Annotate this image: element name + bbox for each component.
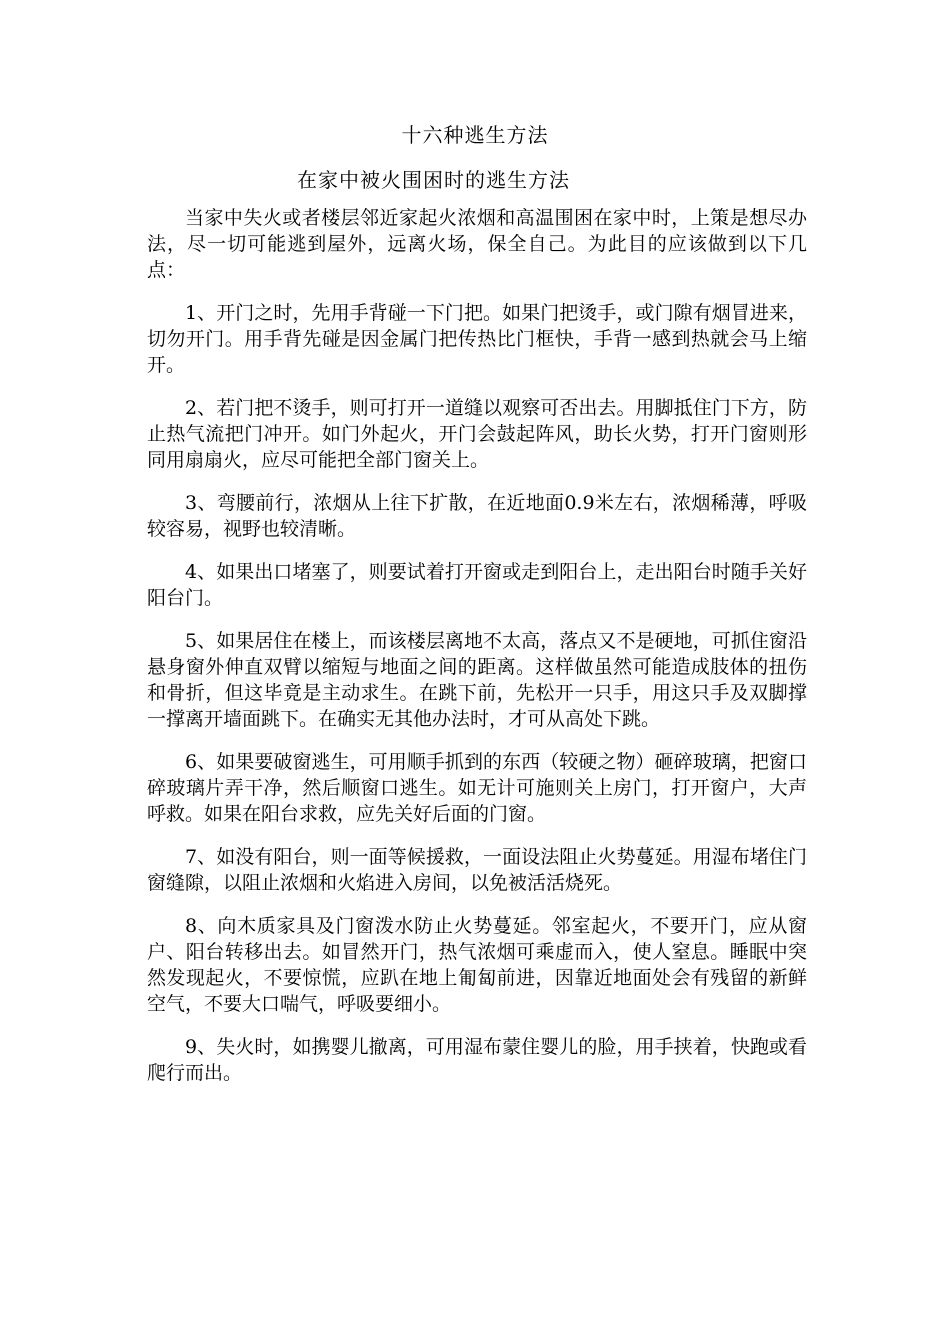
intro-paragraph: 当家中失火或者楼层邻近家起火浓烟和高温围困在家中时，上策是想尽办法，尽一切可能逃到屋外，远离火场，保全自己。为此目的应该做到以下几点： xyxy=(147,207,807,281)
tip-paragraph-2: 2、若门把不烫手，则可打开一道缝以观察可否出去。用脚抵住门下方，防止热气流把门冲开。如门外起火，开门会鼓起阵风，助长火势，打开门窗则形同用扇扇火，应尽可能把全部门窗关上。 xyxy=(147,397,807,471)
document-body xyxy=(147,205,807,1103)
document-subtitle: 在家中被火围困时的逃生方法 xyxy=(297,168,570,192)
tip-paragraph-1: 1、开门之时，先用手背碰一下门把。如果门把烫手，或门隙有烟冒进来，切勿开门。用手背先碰是因金属门把传热比门框快，手背一感到热就会马上缩开。 xyxy=(147,302,807,376)
tip-paragraph-9: 9、失火时，如携婴儿撤离，可用湿布蒙住婴儿的脸，用手挟着，快跑或看爬行而出。 xyxy=(147,1036,807,1084)
tip-paragraph-3: 3、弯腰前行，浓烟从上往下扩散，在近地面0.9米左右，浓烟稀薄，呼吸较容易，视野也较清晰。 xyxy=(147,492,807,540)
tip-paragraph-8: 8、向木质家具及门窗泼水防止火势蔓延。邻室起火，不要开门，应从窗户、阳台转移出去。如冒然开门，热气浓烟可乘虚而入，使人窒息。睡眠中突然发现起火，不要惊慌，应趴在地上匍匐前进，因靠近地面处会有残留的新鲜空气，不要大口喘气，呼吸要细小。 xyxy=(147,915,807,1015)
tip-paragraph-6: 6、如果要破窗逃生，可用顺手抓到的东西（较硬之物）砸碎玻璃，把窗口碎玻璃片弄干净，然后顺窗口逃生。如无计可施则关上房门，打开窗户，大声呼救。如果在阳台求救，应先关好后面的门窗。 xyxy=(147,751,807,825)
tip-paragraph-4: 4、如果出口堵塞了，则要试着打开窗或走到阳台上，走出阳台时随手关好阳台门。 xyxy=(147,561,807,609)
tip-paragraph-7: 7、如没有阳台，则一面等候援救，一面设法阻止火势蔓延。用湿布堵住门窗缝隙，以阻止浓烟和火焰进入房间，以免被活活烧死。 xyxy=(147,846,807,894)
tip-paragraph-5: 5、如果居住在楼上，而该楼层离地不太高，落点又不是硬地，可抓住窗沿悬身窗外伸直双臂以缩短与地面之间的距离。这样做虽然可能造成肢体的扭伤和骨折，但这毕竟是主动求生。在跳下前，先松开一只手，用这只手及双脚撑一撑离开墙面跳下。在确实无其他办法时，才可从高处下跳。 xyxy=(147,630,807,730)
document-title: 十六种逃生方法 xyxy=(401,123,549,147)
